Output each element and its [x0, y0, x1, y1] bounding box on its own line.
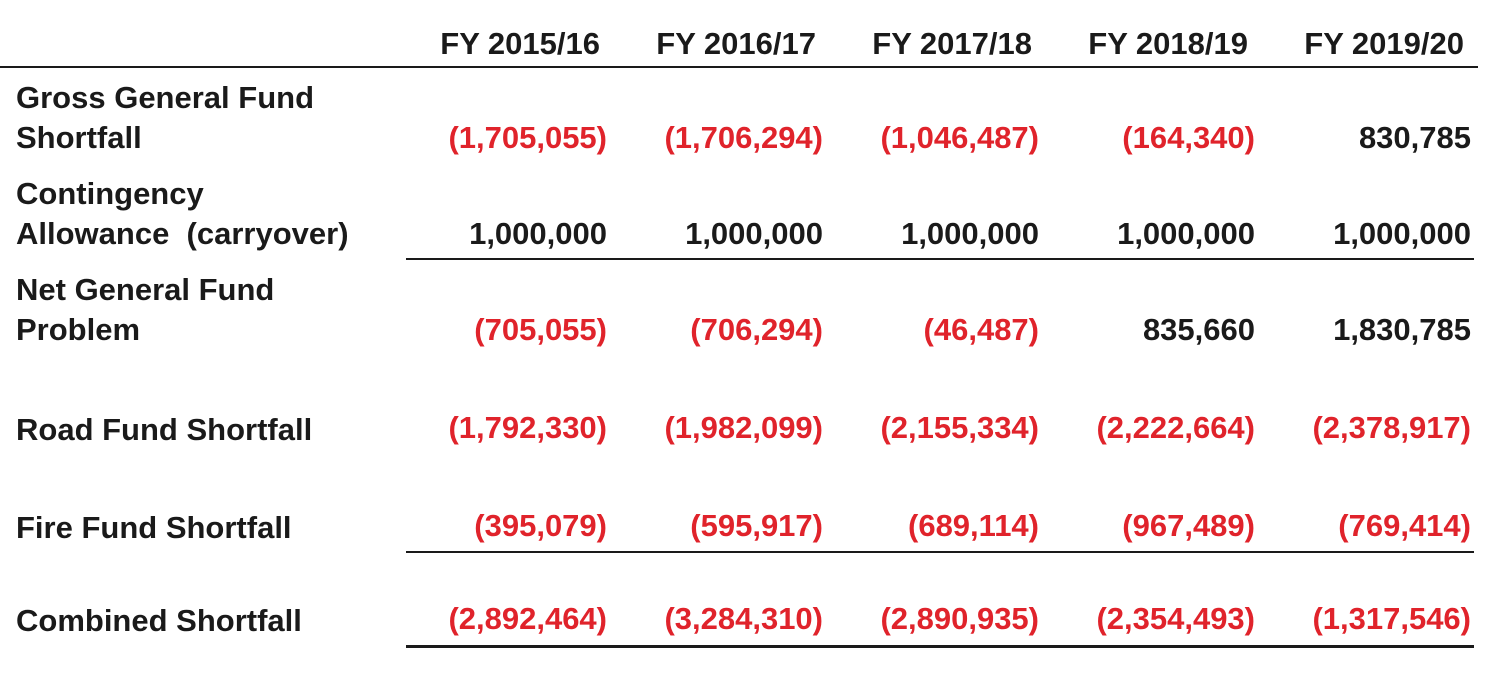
- cell-combined-fy2019: (1,317,546): [1312, 601, 1471, 636]
- cell-road-fund-fy2019: (2,378,917): [1312, 410, 1471, 445]
- total-rule: [406, 551, 1474, 553]
- row-label-combined-shortfall: [16, 601, 302, 641]
- cell-gross-general-fund-fy2019: 830,785: [1358, 120, 1471, 155]
- cell-combined-fy2015: (2,892,464): [448, 601, 607, 636]
- row-label-gross-general-fund-shortfall: [16, 78, 314, 158]
- cell-net-general-fund-fy2017: (46,487): [923, 312, 1039, 347]
- cell-road-fund-fy2016: (1,982,099): [664, 410, 823, 445]
- grand-total-rule: [406, 645, 1474, 648]
- cell-combined-fy2018: (2,354,493): [1096, 601, 1255, 636]
- cell-contingency-fy2018: 1,000,000: [1117, 216, 1255, 251]
- row-label-line: Road Fund Shortfall: [16, 412, 313, 447]
- column-header-fy-2016-17: FY 2016/17: [656, 26, 816, 61]
- header-rule: [0, 66, 1478, 68]
- cell-contingency-fy2015: 1,000,000: [469, 216, 607, 251]
- row-label-line: Fire Fund Shortfall: [16, 510, 292, 545]
- column-header-fy-2019-20: FY 2019/20: [1304, 26, 1464, 61]
- row-label-line: Shortfall: [16, 120, 142, 155]
- cell-net-general-fund-fy2016: (706,294): [690, 312, 823, 347]
- row-label-net-general-fund-problem: [16, 270, 274, 350]
- cell-fire-fund-fy2019: (769,414): [1338, 508, 1471, 543]
- cell-gross-general-fund-fy2018: (164,340): [1122, 120, 1255, 155]
- cell-combined-fy2016: (3,284,310): [664, 601, 823, 636]
- cell-gross-general-fund-fy2016: (1,706,294): [664, 120, 823, 155]
- table-header: [0, 18, 1491, 62]
- cell-contingency-fy2019: 1,000,000: [1333, 216, 1471, 251]
- row-label-contingency-allowance: [16, 174, 349, 254]
- row-label-line: Allowance (carryover): [16, 216, 349, 251]
- cell-road-fund-fy2017: (2,155,334): [880, 410, 1039, 445]
- cell-road-fund-fy2018: (2,222,664): [1096, 410, 1255, 445]
- cell-net-general-fund-fy2019: 1,830,785: [1333, 312, 1471, 347]
- cell-contingency-fy2017: 1,000,000: [901, 216, 1039, 251]
- cell-net-general-fund-fy2015: (705,055): [474, 312, 607, 347]
- cell-fire-fund-fy2018: (967,489): [1122, 508, 1255, 543]
- column-header-fy-2018-19: FY 2018/19: [1088, 26, 1248, 61]
- row-label-road-fund-shortfall: [16, 410, 312, 450]
- cell-gross-general-fund-fy2017: (1,046,487): [880, 120, 1039, 155]
- cell-fire-fund-fy2016: (595,917): [690, 508, 823, 543]
- row-label-line: Combined Shortfall: [16, 603, 302, 638]
- cell-gross-general-fund-fy2015: (1,705,055): [448, 120, 607, 155]
- cell-contingency-fy2016: 1,000,000: [685, 216, 823, 251]
- row-label-line: Problem: [16, 312, 141, 347]
- row-label-fire-fund-shortfall: [16, 508, 292, 548]
- row-label-line: Gross General Fund: [16, 80, 315, 115]
- cell-net-general-fund-fy2018: 835,660: [1142, 312, 1255, 347]
- row-label-line: Contingency: [16, 176, 204, 211]
- row-label-line: Net General Fund: [16, 272, 275, 307]
- cell-fire-fund-fy2017: (689,114): [908, 508, 1039, 543]
- cell-fire-fund-fy2015: (395,079): [474, 508, 607, 543]
- cell-combined-fy2017: (2,890,935): [880, 601, 1039, 636]
- column-header-fy-2015-16: FY 2015/16: [440, 26, 600, 61]
- column-header-fy-2017-18: FY 2017/18: [872, 26, 1032, 61]
- subtotal-rule: [406, 258, 1474, 260]
- cell-road-fund-fy2015: (1,792,330): [448, 410, 607, 445]
